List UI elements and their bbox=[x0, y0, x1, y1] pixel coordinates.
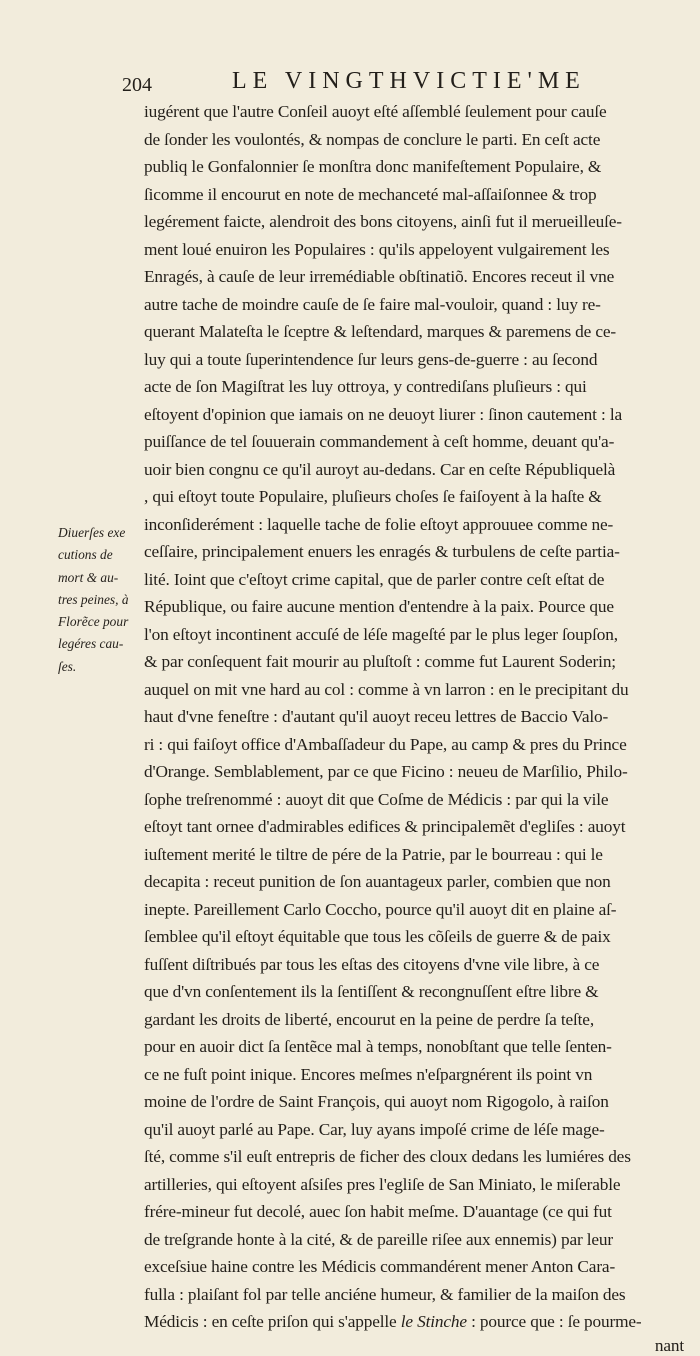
page-number: 204 bbox=[122, 74, 152, 96]
text-line: decapita : receut punition de ſon auantageux parler, combien que non bbox=[144, 872, 611, 891]
text-line: ment loué enuiron les Populaires : qu'ils appeloyent vulgairement les bbox=[144, 239, 610, 259]
text-line: qu'il auoyt parlé au Pape. Car, luy ayans impoſé crime de léſe mage- bbox=[144, 1119, 605, 1139]
text-line: que d'vn conſentement ils la ſentiſſent & recongnuſſent eſtre libre & bbox=[144, 982, 599, 1001]
text-line: acte de ſon Magiſtrat les luy ottroya, y contrediſans pluſieurs : qui bbox=[144, 377, 587, 396]
catchword: nant bbox=[654, 1335, 684, 1355]
text-line: publiq le Gonfalonnier ſe monſtra donc manifeſtement Populaire, & bbox=[144, 157, 602, 176]
text-line: ce ne fuſt point inique. Encores meſmes n'eſpargnérent ils point vn bbox=[144, 1064, 593, 1084]
text-line: exceſsiue haine contre les Médicis commandérent mener Anton Cara- bbox=[144, 1257, 616, 1276]
text-line: gardant les droits de liberté, encourut en la peine de perdre ſa teſte, bbox=[144, 1009, 594, 1029]
text-line: pour en auoir dict ſa ſentẽce mal à temps, nonobſtant que telle ſenten- bbox=[144, 1037, 612, 1056]
text-line bbox=[144, 1308, 684, 1336]
text-line: ſophe treſrenommé : auoyt dit que Coſme de Médicis : par qui la vile bbox=[144, 789, 609, 809]
text-line: uoir bien congnu ce qu'il auroyt au-dedans. Car en ceſte Républiquelà bbox=[144, 459, 616, 479]
text-line: eſtoyt tant ornee d'admirables edifices & principalemẽt d'egliſes : auoyt bbox=[144, 817, 626, 836]
text-line: iugérent que l'autre Conſeil auoyt eſté aſſemblé ſeulement pour cauſe bbox=[144, 102, 607, 121]
text-line: luy qui a toute ſuperintendence ſur leurs gens-de-guerre : au ſecond bbox=[144, 349, 598, 369]
body-text bbox=[144, 98, 684, 1356]
text-line: eſtoyent d'opinion que iamais on ne deuoyt liurer : ſinon cautement : la bbox=[144, 404, 622, 424]
text-line: ri : qui faiſoyt office d'Ambaſſadeur du Pape, au camp & pres du Prince bbox=[144, 734, 627, 754]
text-line: moine de l'ordre de Saint François, qui auoyt nom Rigogolo, à raiſon bbox=[144, 1092, 609, 1111]
text-line: fulla : plaiſant fol par telle anciéne humeur, & familier de la maiſon des bbox=[144, 1284, 626, 1304]
text-line: ſemblee qu'il eſtoyt équitable que tous les cõſeils de guerre & de paix bbox=[144, 927, 611, 946]
margin-note-line: ſes. bbox=[58, 658, 77, 674]
text-line: & par conſequent fait mourir au pluſtoſt : comme fut Laurent Soderin; bbox=[144, 652, 616, 671]
italic-term: le Stinche bbox=[400, 1312, 467, 1331]
text-line: l'on eſtoyt incontinent accuſé de léſe mageſté par le plus leger ſoupſon, bbox=[144, 624, 618, 644]
text-line: autre tache de moindre cauſe de ſe faire mal-vouloir, quand : luy re- bbox=[144, 294, 601, 314]
text-line: inepte. Pareillement Carlo Coccho, pource qu'il auoyt dit en plaine aſ- bbox=[144, 899, 617, 919]
text-fragment: : pource que : ſe pourme- bbox=[466, 1312, 642, 1331]
text-line: querant Malateſta le ſceptre & leſtendard, marques & paremens de ce- bbox=[144, 322, 617, 341]
margin-note bbox=[58, 522, 144, 678]
margin-note-line: Diuerſes exe bbox=[58, 525, 126, 540]
text-line: ceſſaire, principalement enuers les enragés & turbulens de ceſte partia- bbox=[144, 542, 620, 561]
margin-note-line: mort & au- bbox=[58, 569, 119, 585]
margin-note-line: Florẽce pour bbox=[58, 614, 129, 630]
margin-note-line: cutions de bbox=[58, 547, 113, 563]
text-line: haut d'vne feneſtre : d'autant qu'il auoyt receu lettres de Baccio Valo- bbox=[144, 707, 609, 726]
text-line: d'Orange. Semblablement, par ce que Ficino : neueu de Marſilio, Philo- bbox=[144, 762, 628, 781]
text-line: Enragés, à cauſe de leur irremédiable obſtinatiõ. Encores receut il vne bbox=[144, 267, 615, 286]
running-title: LE VINGTHVICTIE'ME bbox=[232, 68, 586, 94]
text-line: artilleries, qui eſtoyent aſsiſes pres l'egliſe de San Miniato, le miſerable bbox=[144, 1174, 621, 1194]
text-line: auquel on mit vne hard au col : comme à vn larron : en le precipitant du bbox=[144, 679, 629, 699]
text-line: ſté, comme s'il euſt entrepris de ficher des cloux dedans les lumiéres des bbox=[144, 1147, 631, 1166]
margin-note-line: tres peines, à bbox=[58, 591, 129, 607]
text-line: , qui eſtoyt toute Populaire, pluſieurs choſes ſe faiſoyent à la haſte & bbox=[144, 487, 602, 506]
text-line: de treſgrande honte à la cité, & de pareille riſee aux ennemis) par leur bbox=[144, 1229, 614, 1249]
text-line: inconſiderément : laquelle tache de folie eſtoyt approuuee comme ne- bbox=[144, 514, 614, 534]
text-line: ſicomme il encourut en note de mechanceté mal-aſſaiſonnee & trop bbox=[144, 184, 597, 204]
text-line: de ſonder les voulontés, & nompas de conclure le parti. En ceſt acte bbox=[144, 129, 601, 149]
text-line: legérement faicte, alendroit des bons citoyens, ainſi fut il merueilleuſe- bbox=[144, 212, 622, 231]
text-line: lité. Ioint que c'eſtoyt crime capital, que de parler contre ceſt eſtat de bbox=[144, 569, 605, 589]
text-line: fuſſent diſtribués par tous les eſtas des citoyens d'vne vile libre, à ce bbox=[144, 954, 600, 974]
margin-note-line: legéres cau- bbox=[58, 636, 124, 652]
text-line: puiſſance de tel ſouuerain commandement à ceſt homme, deuant qu'a- bbox=[144, 432, 615, 451]
text-fragment: Médicis : en ceſte priſon qui s'appelle bbox=[144, 1312, 401, 1331]
text-line: frére-mineur fut decolé, auec ſon habit meſme. D'auantage (ce qui fut bbox=[144, 1202, 612, 1221]
text-line: République, ou faire aucune mention d'entendre à la paix. Pource que bbox=[144, 597, 614, 616]
text-line: iuſtement merité le tiltre de pére de la Patrie, par le bourreau : qui le bbox=[144, 844, 603, 864]
